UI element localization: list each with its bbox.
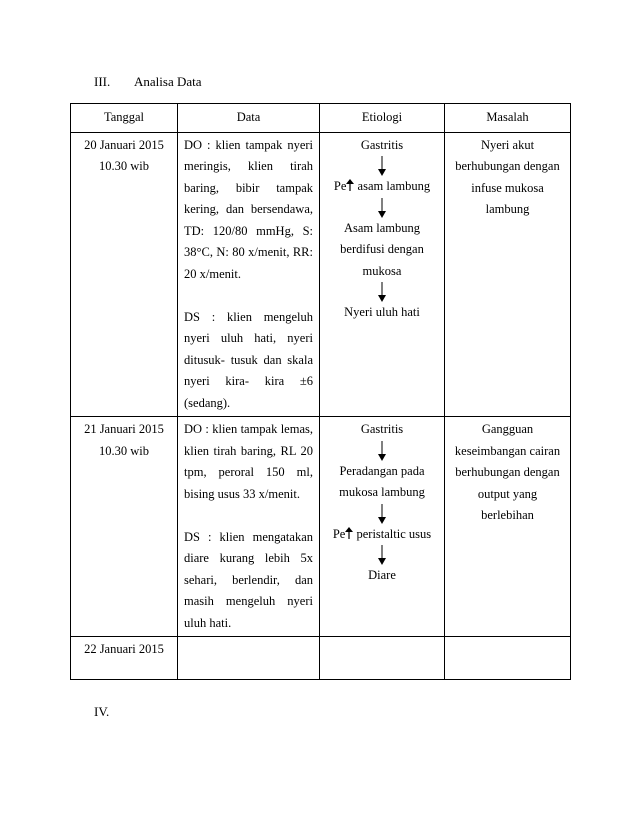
arrow-down-icon [376, 198, 388, 218]
analysis-table [70, 103, 571, 680]
etiology-step [326, 524, 438, 546]
header-etiologi: Etiologi [320, 104, 445, 133]
header-masalah: Masalah [445, 104, 571, 133]
section-heading-analisa-data [94, 74, 202, 90]
time-text: 10.30 wib [99, 443, 149, 458]
etiology-prefix: Pe [332, 526, 346, 541]
etiology-step: Asam lambung berdifusi dengan mukosa [340, 220, 424, 278]
section-number: IV. [94, 704, 110, 719]
problem-cell [445, 132, 571, 417]
date-cell [71, 417, 178, 637]
table-row [71, 417, 571, 637]
etiology-cell [320, 637, 445, 680]
etiology-step: Peradangan pada mukosa lambung [339, 463, 425, 499]
objective-data: DO : klien tampak lemas, klien tirah baring, RL 20 tpm, peroral 150 ml, bising usus 33 x/menit. [184, 422, 313, 501]
etiology-cell [320, 417, 445, 637]
table-row [71, 637, 571, 680]
problem-text: Gangguan keseimbangan cairan berhubungan dengan output yang berlebihan [454, 422, 561, 522]
data-cell [178, 637, 320, 680]
date-text: 22 Januari 2015 [84, 642, 164, 656]
arrow-down-icon [376, 282, 388, 302]
arrow-down-icon [376, 545, 388, 565]
problem-cell [445, 637, 571, 680]
table-row [71, 132, 571, 417]
etiology-step: Diare [368, 568, 396, 582]
date-cell [71, 637, 178, 680]
header-data: Data [178, 104, 320, 133]
etiology-rest: asam lambung [354, 179, 431, 193]
header-tanggal: Tanggal [71, 104, 178, 133]
section-number: III. [94, 74, 111, 89]
etiology-rest: peristaltic usus [353, 526, 432, 541]
subjective-data: DS : klien mengeluh nyeri uluh hati, nyeri ditusuk- tusuk dan skala nyeri kira- kira ±6 (sedang). [184, 309, 313, 410]
etiology-step [326, 176, 438, 198]
etiology-step: Gastritis [360, 422, 404, 436]
data-cell [178, 417, 320, 637]
etiology-step: Gastritis [360, 137, 404, 152]
objective-data: DO : klien tampak nyeri meringis, klien tirah baring, bibir tampak kering, dan bersendawa, TD: 120/80 mmHg, S: 38°C, N: 80 x/menit, RR: 20 x/menit. [184, 137, 313, 281]
section-heading-iv [94, 704, 134, 720]
arrow-down-icon [376, 441, 388, 461]
etiology-step: Nyeri uluh hati [344, 305, 420, 319]
etiology-prefix: Pe [333, 179, 347, 193]
etiology-cell [320, 132, 445, 417]
subjective-data: DS : klien mengatakan diare kurang lebih 5x sehari, berlendir, dan masih mengeluh nyeri uluh hati. [184, 529, 313, 630]
time-text: 10.30 wib [99, 159, 149, 173]
section-title: Analisa Data [134, 74, 202, 89]
problem-text: Nyeri akut berhubungan dengan infuse mukosa lambung [455, 137, 560, 216]
date-cell [71, 132, 178, 417]
date-text: 20 Januari 2015 [84, 137, 164, 152]
data-cell [178, 132, 320, 417]
arrow-down-icon [376, 504, 388, 524]
table-header-row [71, 104, 571, 133]
date-text: 21 Januari 2015 [84, 422, 164, 436]
arrow-down-icon [376, 156, 388, 176]
problem-cell [445, 417, 571, 637]
